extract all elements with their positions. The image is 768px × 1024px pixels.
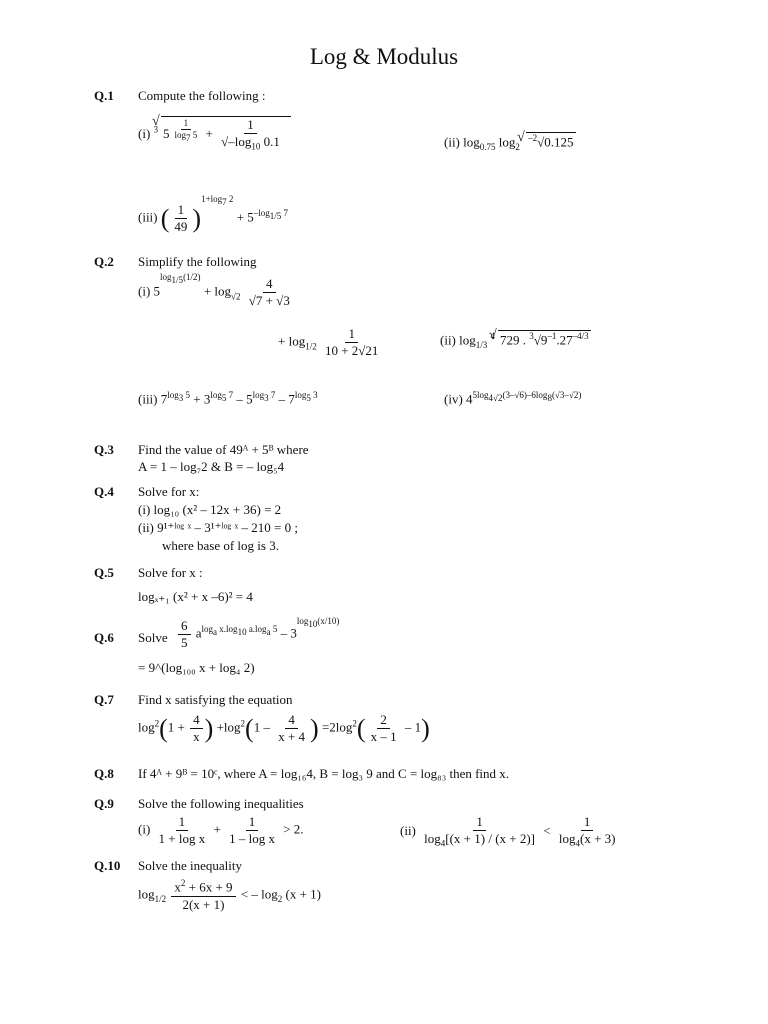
question-text: Simplify the following xyxy=(138,254,257,269)
question-number: Q.3 xyxy=(94,442,114,457)
question-number: Q.8 xyxy=(94,766,114,781)
question-text: Find the value of 49ᴬ + 5ᴮ where xyxy=(138,442,309,457)
question-text: If 4ᴬ + 9ᴮ = 10ᶜ, where A = log₁₆4, B = log₃ 9 and C = log₈₃ then find x. xyxy=(138,766,510,781)
q6-rhs: = 9^(log₁₀₀ x + log₄ 2) xyxy=(138,660,255,675)
question-text: Compute the following : xyxy=(138,88,266,103)
question-number: Q.5 xyxy=(94,565,114,580)
q2-part-ii: (ii) $\log_{1/3} ^4√$ 729 . $^3√9^{-1}.27^{-4/3}$ xyxy=(440,330,591,350)
q5-equation: logₓ₊₁ (x² + x –6)² = 4 xyxy=(138,589,253,604)
q1-part-iii: (iii) ( $\frac{1}{49}$ )$^{1+log_7 2} + 5^{-log_{1/5} 7}$ xyxy=(138,194,289,235)
q3-definitions: A = 1 – log₇2 & B = – log₅4 xyxy=(138,459,285,474)
question-number: Q.2 xyxy=(94,254,114,269)
question-number: Q.6 xyxy=(94,630,114,645)
q2-part-i: (i) $5^{log_{1/5}(1/2)} + \log_{√2}$ $\frac{4}{√7 + √3}$ xyxy=(138,272,290,309)
q2-part-iv: (iv) $4^{5log_{4√2}(3-√6)-6log_8(√3-√2)}$ xyxy=(444,390,582,407)
q9-part-i: (i) $\frac{1}{\text{1 + log x}}$ + $\frac{1}{\text{1 – log x}}$ > 2. xyxy=(138,814,304,847)
question-number: Q.1 xyxy=(94,88,114,103)
question-text: Solve the inequality xyxy=(138,858,242,873)
q4-part-ii: (ii) 9¹⁺ˡᵒᵍ ˣ – 3¹⁺ˡᵒᵍ ˣ – 210 = 0 ; xyxy=(138,520,298,535)
q2-part-iii: (iii) $7^{log_3 5} + 3^{log_5 7} - 5^{log_3 7} - 7^{log_5 3}$ xyxy=(138,390,318,407)
question-number: Q.7 xyxy=(94,692,114,707)
question-text: Solve xyxy=(138,630,168,645)
question-text: Solve for x : xyxy=(138,565,203,580)
question-number: Q.9 xyxy=(94,796,114,811)
question-text: Find x satisfying the equation xyxy=(138,692,293,707)
q9-part-ii: (ii) $\frac{1}{\log_4[(x + 1) / (x + 2)]}$ < $\frac{1}{\log_4(x + 3)}$ xyxy=(400,814,616,849)
q7-equation: $\log^2(1$ + $\frac{4}{x}$ ) $+\log^2(1$ – $\frac{4}{x + 4}$ ) $=2\log^2$( $\frac{2}{x - 1}$ – 1) xyxy=(138,712,430,745)
question-number: Q.10 xyxy=(94,858,121,873)
q2-part-i-cont: + $\log_{1/2}$ $\frac{1}{10 + 2√21}$ xyxy=(278,326,379,359)
q10-inequality: $\log_{1/2}$ $\frac{x^2 + 6x + 9}{2(x + 1)}$ < – $\log_2 (x + 1)$ xyxy=(138,878,322,912)
question-text: Solve for x: xyxy=(138,484,200,499)
q6-expression: $\frac{6}{5}$ $a^{log_a x.log_{10} a.log_a 5} - 3^{log_{10}(x/10)}$ xyxy=(176,618,339,652)
q4-part-i: (i) log₁₀ (x² – 12x + 36) = 2 xyxy=(138,502,282,517)
page-title: Log & Modulus xyxy=(309,44,459,69)
question-number: Q.4 xyxy=(94,484,114,499)
q1-part-i: (i) $^3$√ 5 $^{\frac{1}{\log_7 5}}$ + $\frac{1}{√-\log_{10} 0.1}$ xyxy=(138,116,291,153)
question-text: Solve the following inequalities xyxy=(138,796,304,811)
q4-note: where base of log is 3. xyxy=(162,538,279,553)
q1-part-ii: (ii) $\log_{0.75} \log_2$ √ $^{-2}$√0.125 xyxy=(444,132,576,152)
